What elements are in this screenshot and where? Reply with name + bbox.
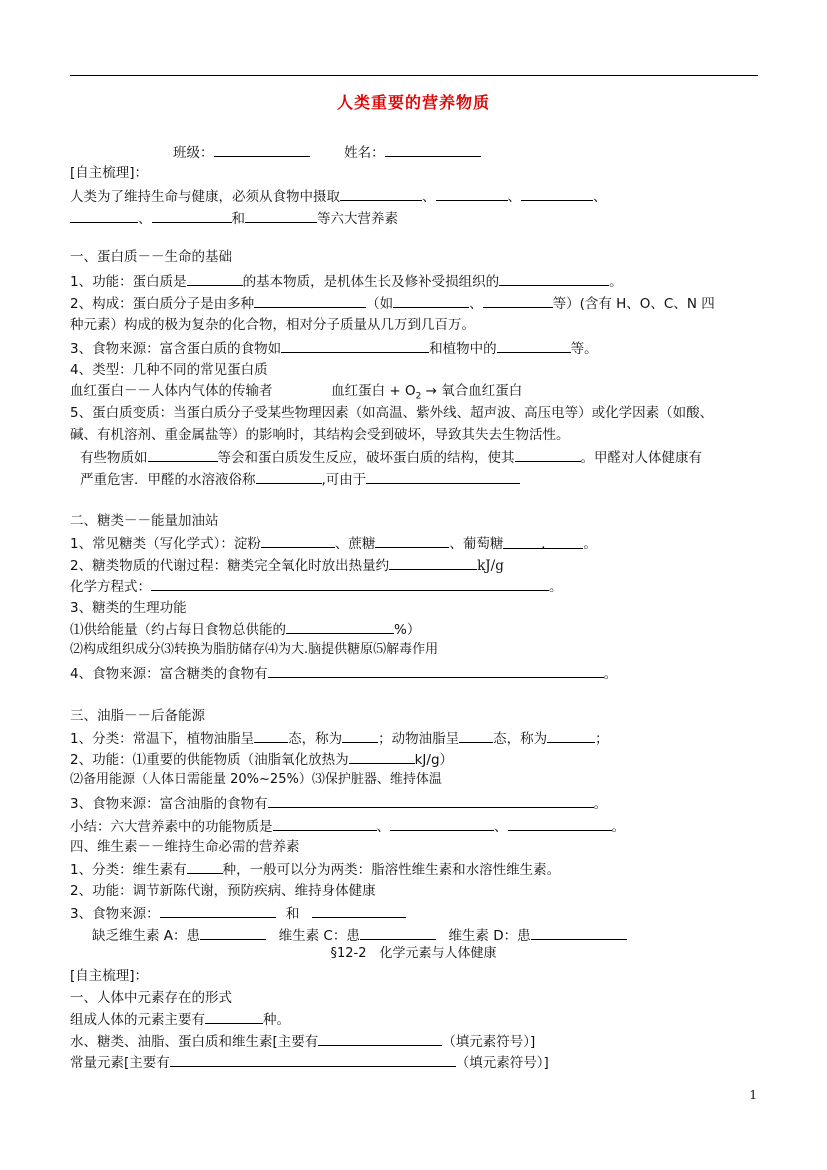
blank[interactable] <box>521 187 593 201</box>
intro-line-1: 人类为了维持生命与健康，必须从食物中摄取 、 、 、 <box>70 189 607 205</box>
blank[interactable] <box>254 294 366 308</box>
blank[interactable] <box>375 534 449 548</box>
blank[interactable] <box>531 926 627 940</box>
sugar-physiology: 3、糖类的生理功能 <box>70 600 187 616</box>
blank[interactable] <box>508 817 612 831</box>
name-label: 姓名： <box>344 145 385 161</box>
blank[interactable] <box>312 904 406 918</box>
section-12-2-heading: §12-2 化学元素与人体健康 <box>330 946 497 961</box>
fat-function-2: ⑵备用能源（人体日需能量 20%~25%）⑶保护脏器、维持体温 <box>70 772 442 787</box>
blank[interactable] <box>151 577 549 591</box>
blank[interactable] <box>187 860 223 874</box>
header-rule <box>70 75 758 76</box>
sugar-function-2: ⑵构成组织成分⑶转换为脂肪储存⑷为大.脑提供糖原⑸解毒作用 <box>70 642 439 657</box>
self-review-heading-2: [自主梳理]： <box>70 968 149 984</box>
vitamin-classification: 1、分类：维生素有 种，一般可以分为两类：脂溶性维生素和水溶性维生素。 <box>70 862 561 878</box>
blank[interactable] <box>281 339 429 353</box>
blank[interactable] <box>170 1053 456 1067</box>
blank[interactable] <box>160 904 276 918</box>
blank[interactable] <box>360 926 436 940</box>
blank[interactable] <box>70 209 138 223</box>
class-label: 班级： <box>173 145 214 161</box>
blank[interactable] <box>268 664 604 678</box>
sugar-common: 1、常见糖类（写化学式）：淀粉 、蔗糖 、葡萄糖 . 。 <box>70 536 597 552</box>
protein-food: 3、食物来源：富含蛋白质的食物如 和植物中的 等。 <box>70 341 598 357</box>
protein-function: 1、功能：蛋白质是 的基本物质，是机体生长及修补受损组织的 。 <box>70 274 623 290</box>
formaldehyde-line: 严重危害．甲醛的水溶液俗称 ,可由于 <box>80 470 520 489</box>
self-review-heading: [自主梳理]： <box>70 165 149 181</box>
vitamin-function: 2、功能：调节新陈代谢，预防疾病、维持身体健康 <box>70 883 376 899</box>
protein-types: 4、类型：几种不同的常见蛋白质 <box>70 362 268 378</box>
summary-line: 小结：六大营养素中的功能物质是 、 、 。 <box>70 819 625 835</box>
denature-substances: 有些物质如 等会和蛋白质发生反应，破坏蛋白质的结构，使其 。甲醛对人体健康有 <box>80 450 702 466</box>
class-name-line <box>173 143 481 162</box>
vitamin-food: 3、食物来源： 和 <box>70 904 406 923</box>
sugar-food: 4、食物来源：富含糖类的食物有 。 <box>70 666 618 682</box>
blank[interactable]: . <box>503 535 583 549</box>
blank[interactable] <box>340 187 422 201</box>
blank[interactable] <box>205 1010 263 1024</box>
blank[interactable] <box>390 817 494 831</box>
arrow-icon: → <box>425 383 437 399</box>
blank[interactable] <box>254 729 288 743</box>
elements-heading: 一、人体中元素存在的形式 <box>70 990 232 1006</box>
blank[interactable] <box>200 926 266 940</box>
blank[interactable] <box>389 556 477 570</box>
blank[interactable] <box>515 448 581 462</box>
blank[interactable] <box>436 187 508 201</box>
blank[interactable] <box>245 209 317 223</box>
sugar-function-1: ⑴供给能量（约占每日食物总供能的 %） <box>70 622 421 638</box>
blank[interactable] <box>497 339 571 353</box>
blank[interactable] <box>547 729 595 743</box>
protein-composition: 2、构成：蛋白质分子是由多种 （如 、 等）(含有 H、O、C、N 四 <box>70 296 715 312</box>
section-heading-protein: 一、蛋白质－－生命的基础 <box>70 249 232 265</box>
elements-count: 组成人体的元素主要有 种。 <box>70 1012 290 1028</box>
blank[interactable] <box>459 729 493 743</box>
macro-elements: 常量元素[主要有 （填元素符号）] <box>70 1055 549 1071</box>
page-title: 人类重要的营养物质 <box>336 93 490 112</box>
blank[interactable] <box>342 729 378 743</box>
sugar-metabolism: 2、糖类物质的代谢过程：糖类完全氧化时放出热量约 kJ/g <box>70 558 504 574</box>
blank[interactable] <box>499 272 609 286</box>
blank[interactable] <box>349 750 415 764</box>
fat-food: 3、食物来源：富含油脂的食物有 。 <box>70 796 608 812</box>
blank[interactable] <box>261 534 335 548</box>
blank[interactable] <box>318 1032 442 1046</box>
blank[interactable] <box>256 470 322 484</box>
blank[interactable] <box>187 272 243 286</box>
blank[interactable] <box>286 620 394 634</box>
water-elements: 水、糖类、油脂、蛋白质和维生素[主要有 （填元素符号）] <box>70 1034 536 1050</box>
intro-line-2: 、 和 等六大营养素 <box>70 209 398 228</box>
protein-composition-cont: 种元素）构成的极为复杂的化合物，相对分子质量从几万到几百万。 <box>70 317 475 333</box>
blank[interactable] <box>268 794 594 808</box>
name-field[interactable] <box>385 143 481 157</box>
blank[interactable] <box>366 470 520 484</box>
blank[interactable] <box>152 209 232 223</box>
class-field[interactable] <box>214 143 310 157</box>
section-heading-sugar: 二、糖类－－能量加油站 <box>70 513 219 529</box>
section-heading-fat: 三、油脂－－后备能源 <box>70 708 205 724</box>
fat-function: 2、功能：⑴重要的供能物质（油脂氧化放热为 kJ/g） <box>70 752 454 768</box>
fat-classification: 1、分类：常温下，植物油脂呈 态，称为 ；动物油脂呈 态，称为 ； <box>70 731 609 747</box>
blank[interactable] <box>148 448 218 462</box>
blank[interactable] <box>483 294 553 308</box>
page-number: 1 <box>749 1088 757 1102</box>
denature-line-1: 5、蛋白质变质：当蛋白质分子受某些物理因素（如高温、紫外线、超声波、高压电等）或化学因素（如酸、 <box>70 405 714 421</box>
section-heading-vitamin: 四、维生素－－维持生命必需的营养素 <box>70 839 300 855</box>
sugar-equation: 化学方程式： 。 <box>70 579 563 595</box>
denature-line-2: 碱、有机溶剂、重金属盐等）的影响时，其结构会受到破坏，导致其失去生物活性。 <box>70 427 570 443</box>
blank[interactable] <box>273 817 377 831</box>
vitamin-deficiency: 缺乏维生素 A：患 维生素 C：患 维生素 D：患 <box>92 926 627 945</box>
blank[interactable] <box>393 294 469 308</box>
hemoglobin-line: 血红蛋白－－人体内气体的传输者 血红蛋白 + $O_2$ → 氧合血红蛋白 <box>70 383 523 402</box>
